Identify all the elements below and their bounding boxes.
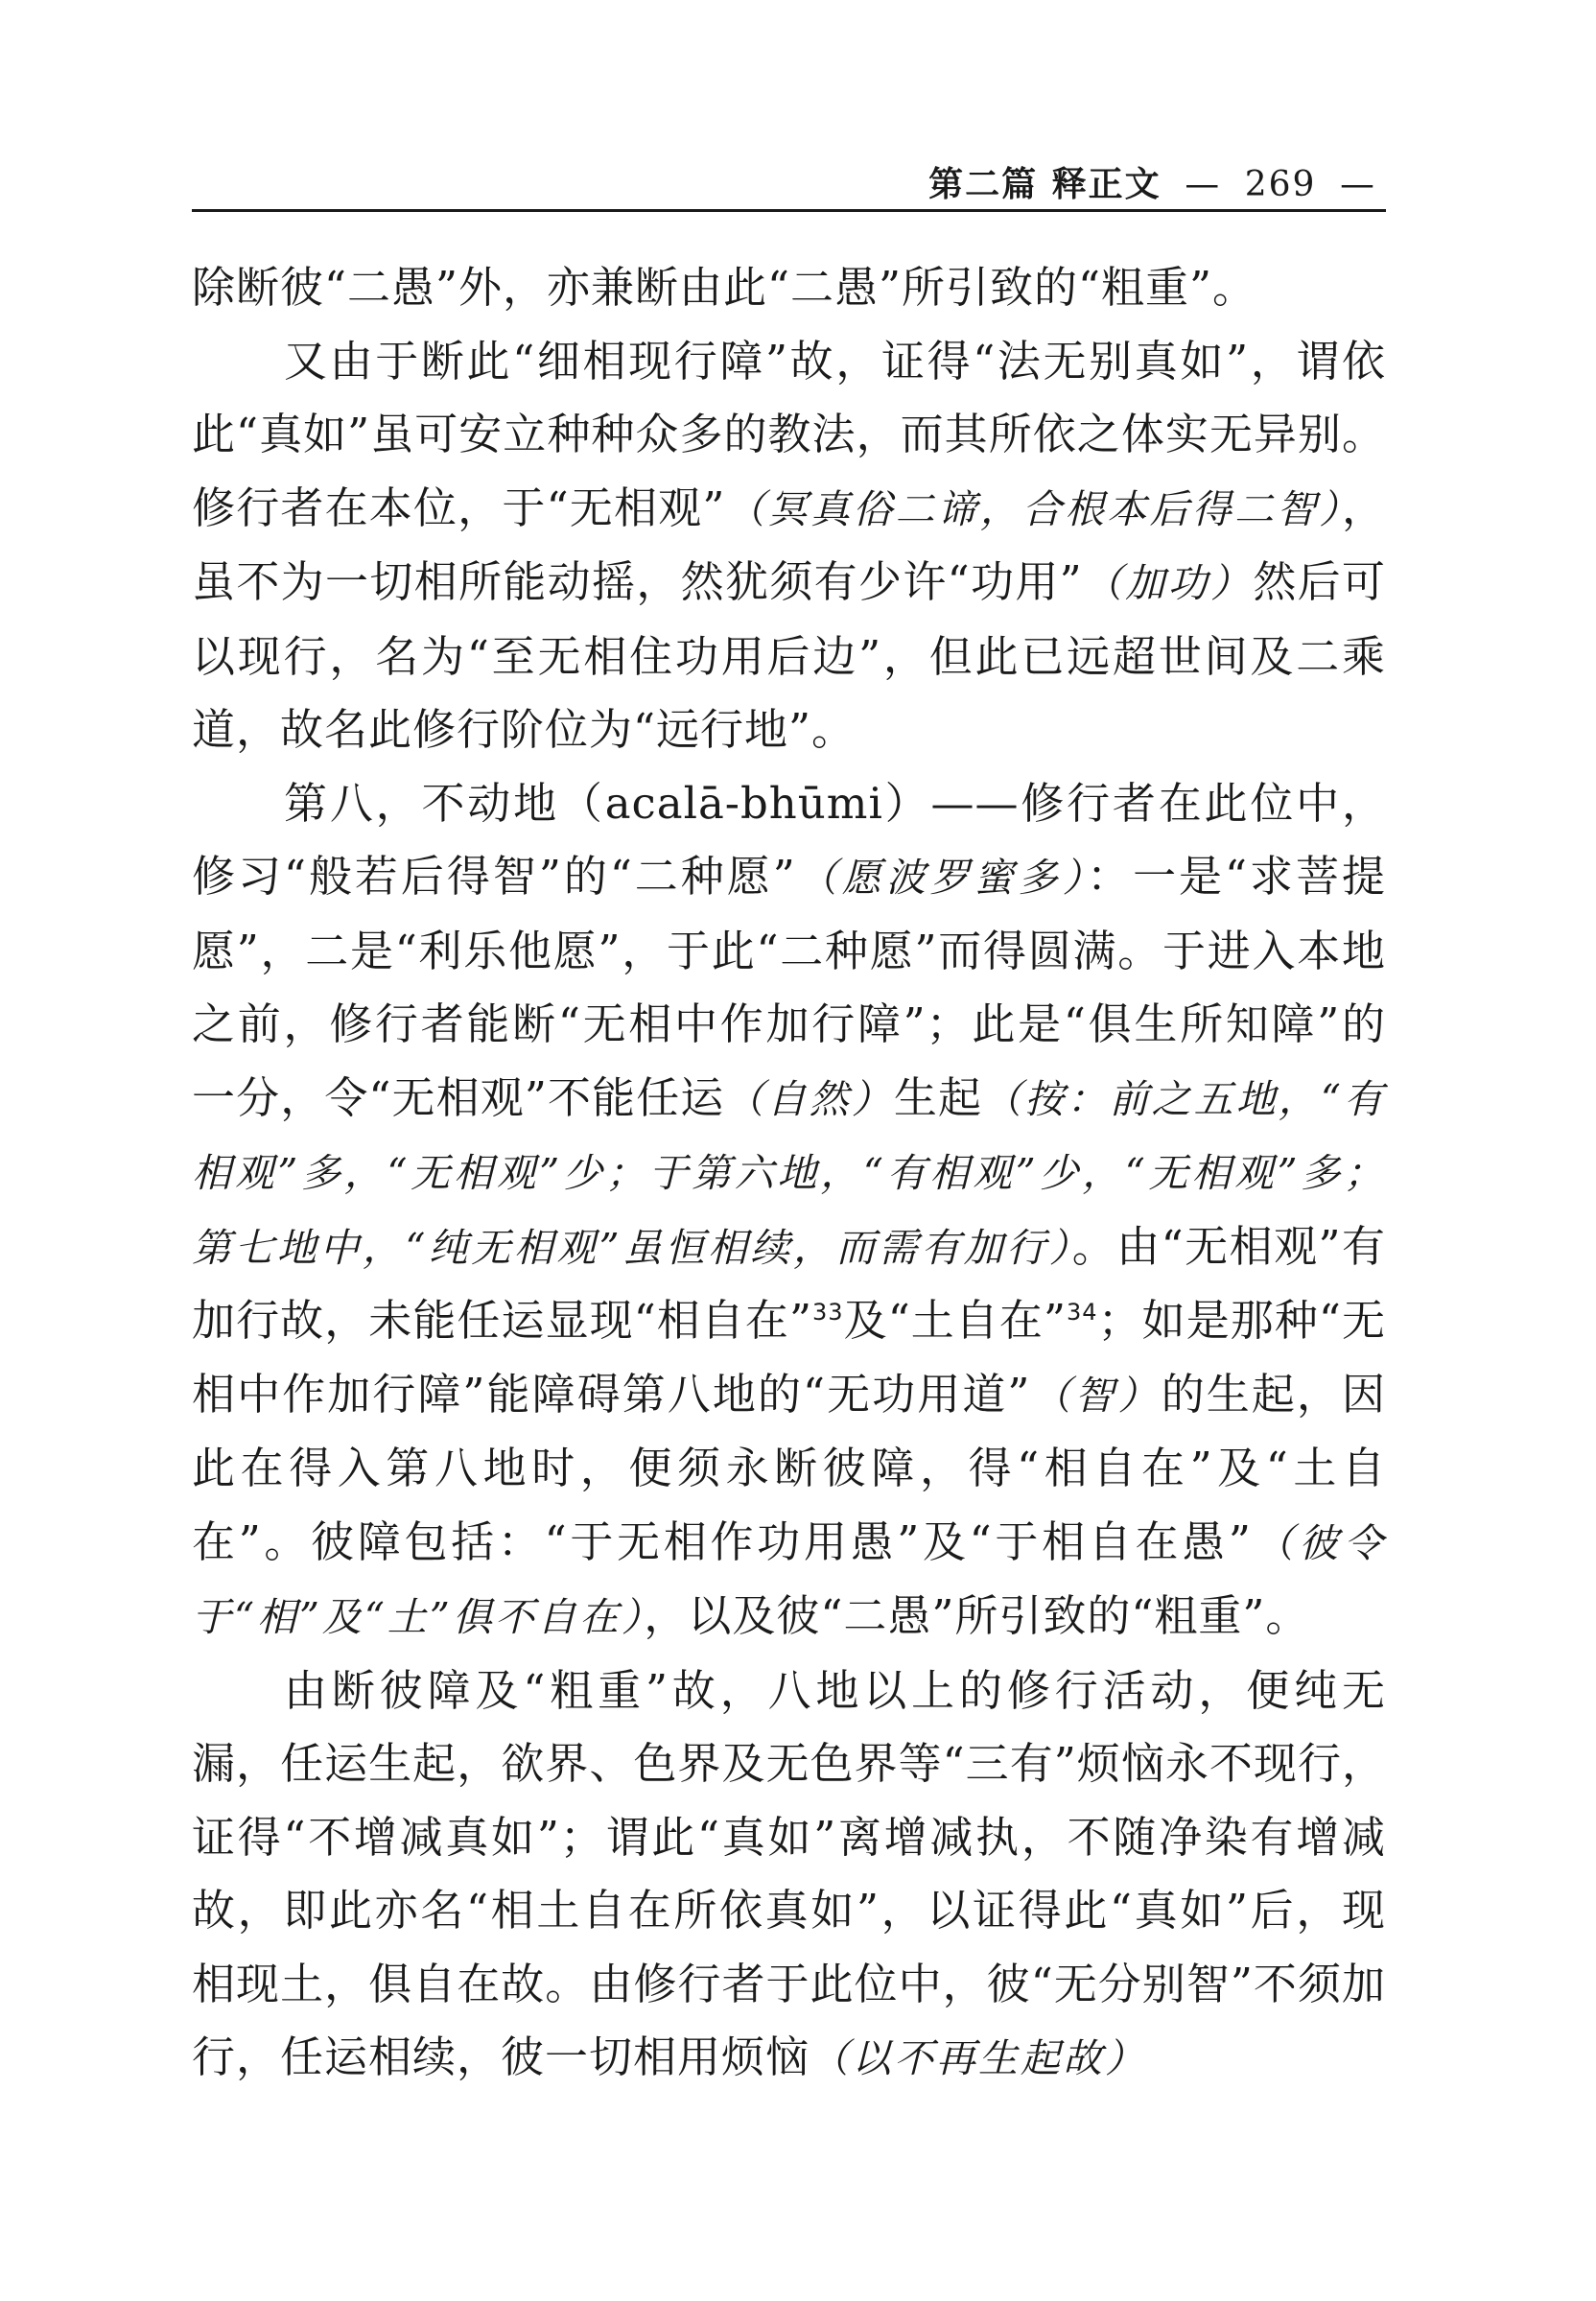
annotation: （自然） bbox=[724, 1075, 894, 1122]
body-text bbox=[192, 251, 1386, 2096]
text-run: ，以及彼“二愚”所引致的“粗重”。 bbox=[644, 1590, 1310, 1641]
annotation: （以不再生起故） bbox=[810, 2035, 1148, 2081]
text-run: 的生起，因此在得入第八地时，便须永断彼障，得“相自在”及“土自在”。彼障包括：“于无相作功用愚”及“于相自在愚” bbox=[192, 1368, 1386, 1567]
text-run: 及“土自在” bbox=[843, 1295, 1068, 1346]
annotation: （愿波罗蜜多） bbox=[795, 855, 1088, 901]
text-run: 生起 bbox=[893, 1071, 983, 1123]
paragraph-2 bbox=[192, 325, 1386, 767]
text-run: 由断彼障及“粗重”故，八地以上的修行活动，便纯无漏，任运生起，欲界、色界及无色界等“三有”烦恼永不现行，证得“不增减真如”；谓此“真如”离增减执，不随净染有增减故，即此亦名“相土自在所依真如”，以证得此“真如”后，现相现土，俱自在故。由修行者于此位中，彼“无分别智”不须加行，任运相续，彼一切相用烦恼 bbox=[192, 1664, 1386, 2082]
page-number: 269 bbox=[1244, 165, 1317, 204]
annotation: （彼令于“相”及“土”俱不自在） bbox=[192, 1519, 1386, 1640]
text-run: ：一是“求菩提愿”，二是“利乐他愿”，于此“二种愿”而得圆满。于进入本地之前，修行者能断“无相中作加行障”；此是“俱生所知障”的一分，令“无相观”不能任运 bbox=[192, 851, 1386, 1123]
footnote-marker[interactable]: 33 bbox=[812, 1299, 844, 1326]
annotation: （智） bbox=[1030, 1372, 1162, 1419]
text-run: 。由“无相观”有加行故，未能任运显现“相自在” bbox=[192, 1220, 1387, 1346]
paragraph-1 bbox=[192, 251, 1386, 325]
text-run: 第八，不动地（acalā-bhūmi）——修行者在此位中，修习“般若后得智”的“二种愿” bbox=[192, 777, 1386, 902]
annotation: （冥真俗二谛，合根本后得二智） bbox=[725, 485, 1342, 532]
dash-right: — bbox=[1340, 165, 1376, 204]
text-run: 然后可以现行，名为“至无相住功用后边”，但此已远超世间及二乘道，故名此修行阶位为“远行地”。 bbox=[192, 556, 1386, 755]
page-header bbox=[192, 152, 1386, 212]
text-run: 又由于断此“细相现行障”故，证得“法无别真如”，谓依此“真如”虽可安立种种众多的教法，而其所依之体实无异别。修行者在本位，于“无相观” bbox=[192, 335, 1386, 533]
paragraph-4 bbox=[192, 1655, 1386, 2096]
text-run: ，虽不为一切相所能动摇，然犹须有少许“功用” bbox=[192, 481, 1386, 607]
text-run: ；如是那种“无相中作加行障”能障碍第八地的“无功用道” bbox=[192, 1295, 1386, 1420]
dash-left: — bbox=[1185, 165, 1222, 204]
running-head bbox=[928, 157, 1386, 206]
annotation: （按：前之五地，“有相观”多，“无相观”少；于第六地，“有相观”少，“无相观”多；第七地中，“纯无相观”虽恒相续，而需有加行） bbox=[192, 1075, 1386, 1271]
section-title: 第二篇 释正文 bbox=[928, 165, 1162, 204]
paragraph-1-text: 除断彼“二愚”外，亦兼断由此“二愚”所引致的“粗重”。 bbox=[192, 262, 1257, 313]
annotation: （加功） bbox=[1082, 560, 1254, 606]
footnote-marker[interactable]: 34 bbox=[1067, 1299, 1098, 1326]
paragraph-3 bbox=[192, 767, 1386, 1655]
